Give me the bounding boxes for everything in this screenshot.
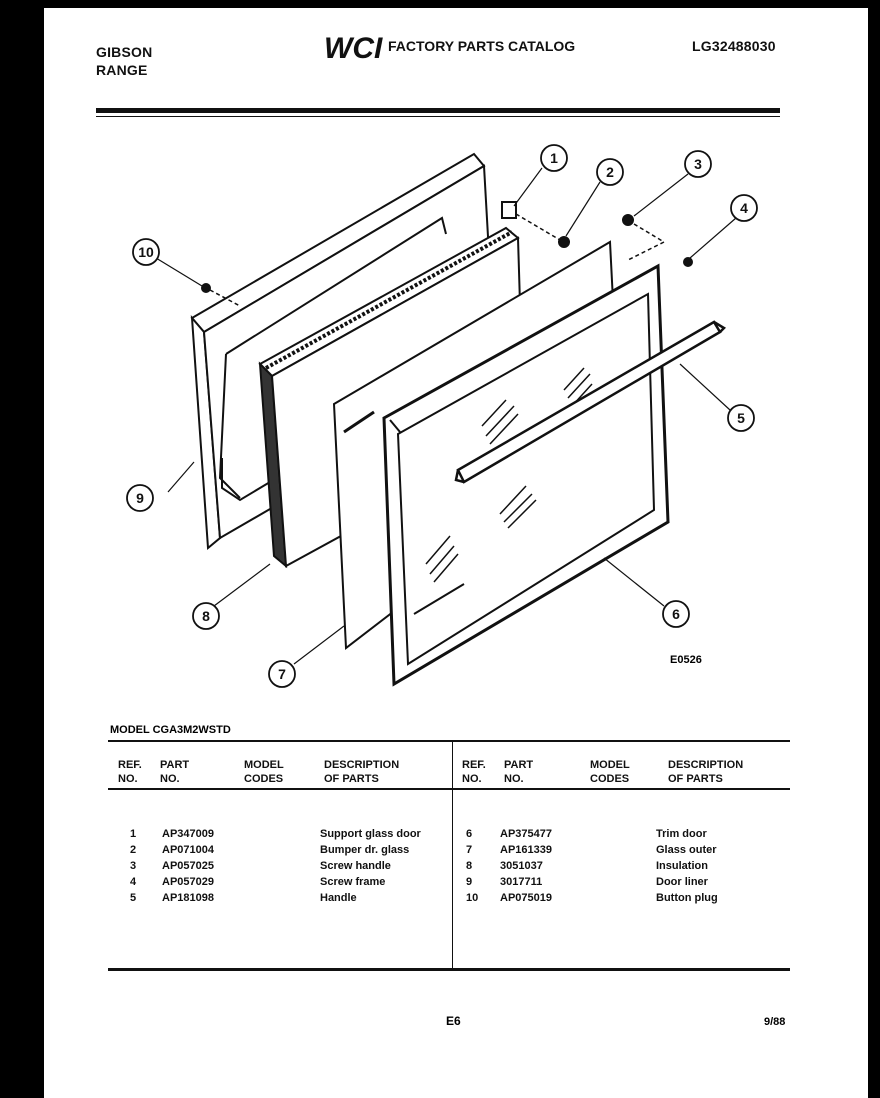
screw-handle-part <box>623 215 633 225</box>
part-number: AP161339 <box>500 844 552 856</box>
part-description: Screw handle <box>320 860 391 872</box>
right-ref-column <box>466 826 478 906</box>
header-part-left: PART NO. <box>160 759 190 785</box>
part-description: Support glass door <box>320 828 421 840</box>
right-desc-column <box>656 826 718 906</box>
table-row: 8 <box>466 860 473 872</box>
callout-4-label: 4 <box>740 200 748 216</box>
table-header-rule <box>108 788 790 790</box>
table-row: 10 <box>466 892 479 904</box>
catalog-page <box>44 8 868 1098</box>
part-description: Insulation <box>656 860 708 872</box>
part-number: AP057025 <box>162 860 214 872</box>
header-ref-right: REF. NO. <box>462 759 486 785</box>
catalog-code: LG32488030 <box>692 38 776 54</box>
part-number: AP071004 <box>162 844 214 856</box>
part-number: AP347009 <box>162 828 214 840</box>
header-rule-thin <box>96 116 780 117</box>
callout-8-label: 8 <box>202 608 210 624</box>
callout-10-label: 10 <box>138 244 154 260</box>
left-part-column <box>162 826 214 906</box>
left-ref-column <box>130 826 136 906</box>
callout-7-label: 7 <box>278 666 286 682</box>
table-row: 4 <box>130 876 137 888</box>
table-row: 5 <box>130 892 137 904</box>
logo-text: WCI <box>324 32 383 64</box>
header-ref-left: REF. NO. <box>118 759 142 785</box>
callout-6-label: 6 <box>672 606 680 622</box>
part-number: 3017711 <box>500 876 543 888</box>
table-bottom-rule <box>108 968 790 971</box>
screw-frame-part <box>684 258 692 266</box>
part-number: AP057029 <box>162 876 214 888</box>
table-row: 7 <box>466 844 473 856</box>
part-number: AP181098 <box>162 892 214 904</box>
page-number: E6 <box>446 1014 461 1028</box>
right-part-column <box>500 826 552 906</box>
table-row: 9 <box>466 876 473 888</box>
table-row: 2 <box>130 844 137 856</box>
table-top-rule <box>108 740 790 742</box>
catalog-title: FACTORY PARTS CATALOG <box>388 38 576 54</box>
part-description: Button plug <box>656 892 718 904</box>
button-plug-part <box>202 284 210 292</box>
model-label: MODEL CGA3M2WSTD <box>110 724 231 736</box>
part-number: AP375477 <box>500 828 552 840</box>
table-row: 6 <box>466 828 473 840</box>
callout-5-label: 5 <box>737 410 745 426</box>
wci-logo <box>322 30 386 64</box>
callout-2-label: 2 <box>606 164 614 180</box>
part-description: Glass outer <box>656 844 717 856</box>
exploded-door-diagram <box>44 118 868 698</box>
header-model-right: MODEL CODES <box>590 759 630 785</box>
part-description: Screw frame <box>320 876 386 888</box>
part-description: Trim door <box>656 828 707 840</box>
bumper-part <box>559 237 569 247</box>
header-part-right: PART NO. <box>504 759 534 785</box>
callout-9-label: 9 <box>136 490 144 506</box>
table-row: 3 <box>130 860 137 872</box>
table-row: 1 <box>130 828 137 840</box>
figure-code: E0526 <box>670 654 702 666</box>
header-rule <box>96 108 780 113</box>
part-number: 3051037 <box>500 860 543 872</box>
table-center-divider <box>452 742 453 968</box>
part-description: Bumper dr. glass <box>320 844 410 856</box>
support-glass-door-part <box>502 202 516 218</box>
brand-line2: RANGE <box>96 62 148 78</box>
header-model-left: MODEL CODES <box>244 759 284 785</box>
brand-line1: GIBSON <box>96 44 153 60</box>
header-desc-left: DESCRIPTION OF PARTS <box>324 759 400 785</box>
revision-date: 9/88 <box>764 1016 786 1028</box>
callout-3-label: 3 <box>694 156 702 172</box>
callout-1-label: 1 <box>550 150 558 166</box>
left-desc-column <box>320 826 421 906</box>
part-description: Handle <box>320 892 357 904</box>
part-description: Door liner <box>656 876 708 888</box>
header-desc-right: DESCRIPTION OF PARTS <box>668 759 744 785</box>
part-number: AP075019 <box>500 892 552 904</box>
